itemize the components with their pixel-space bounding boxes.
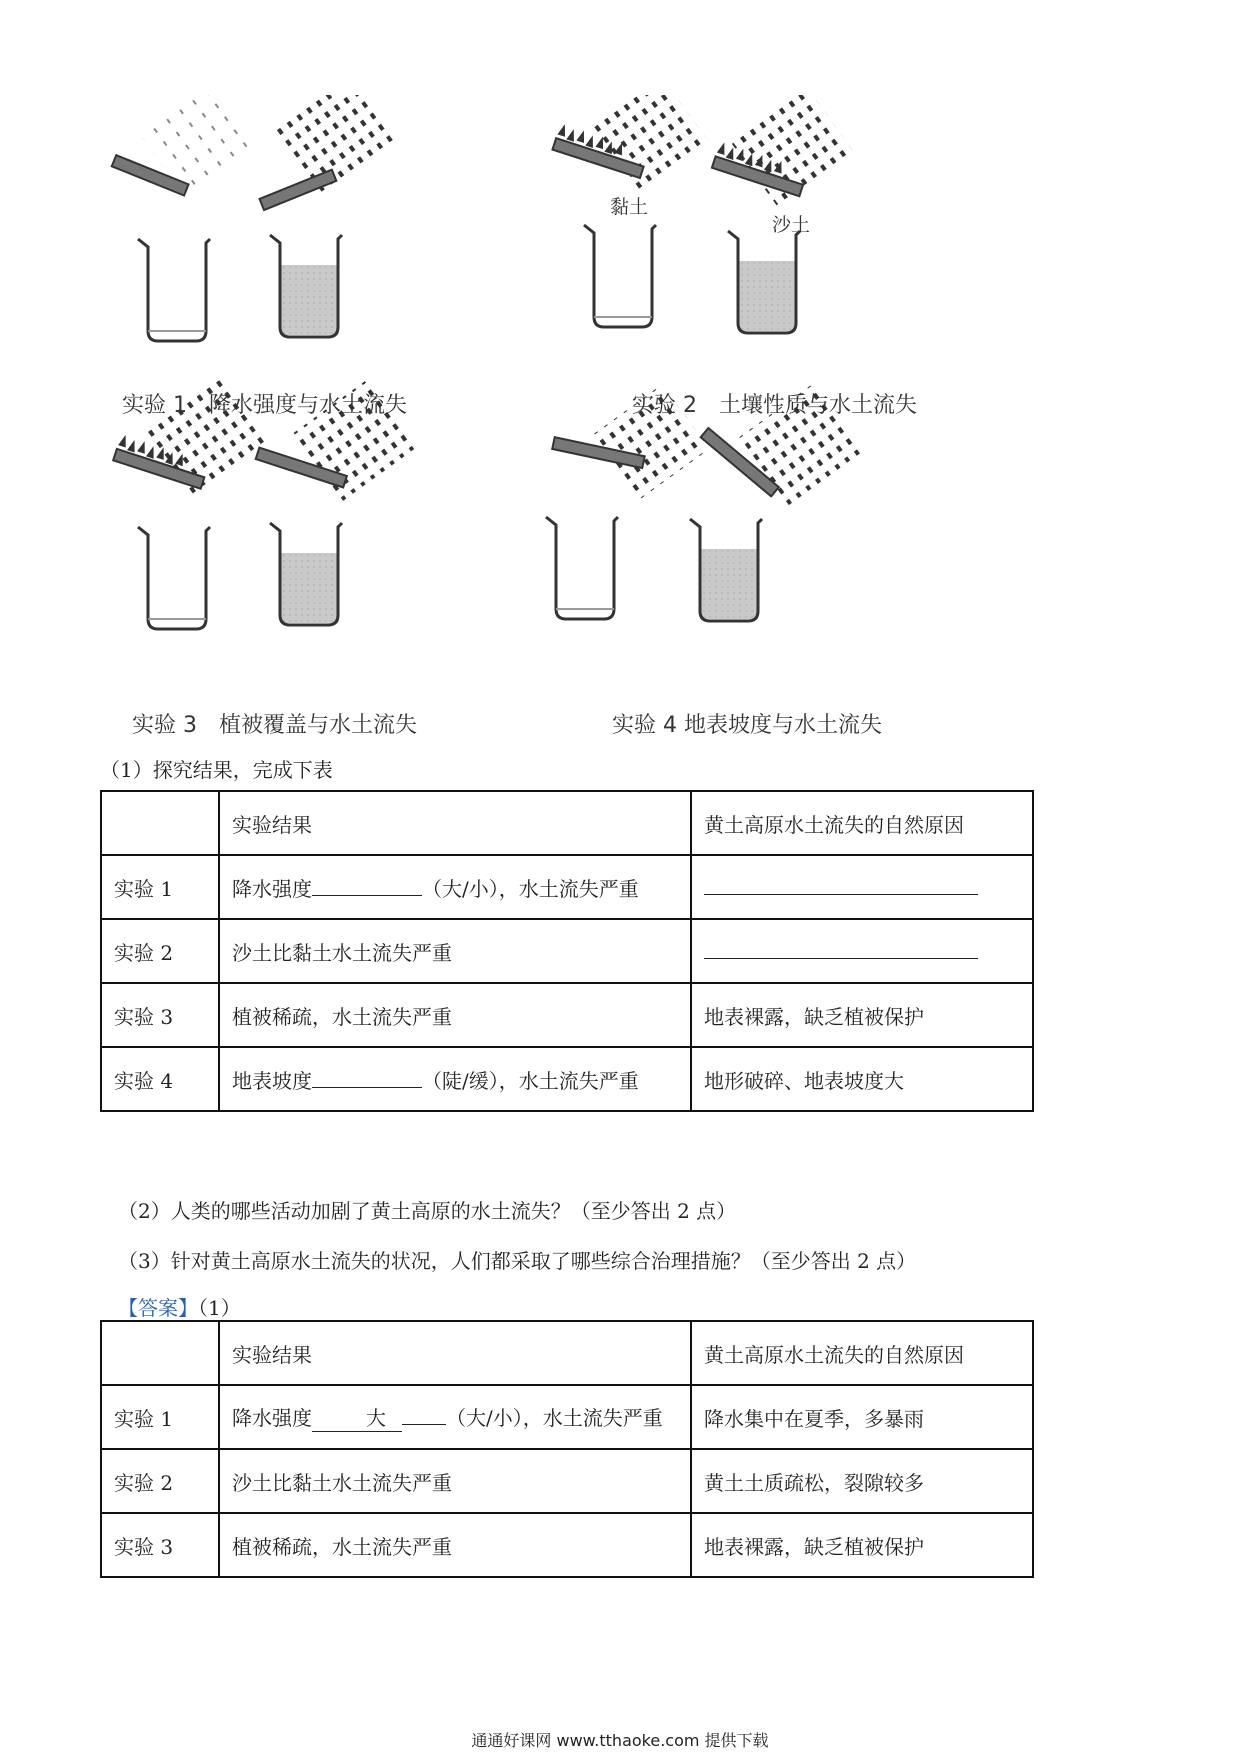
row-name: 实验 1	[101, 855, 219, 919]
result-text: 降水强度	[232, 876, 312, 901]
result-text: 降水强度	[232, 1406, 312, 1430]
question-3: （3）针对黄土高原水土流失的状况，人们都采取了哪些综合治理措施？（至少答出 2 点）	[118, 1249, 917, 1273]
answer-table	[100, 1320, 1034, 1578]
row-result	[219, 1385, 691, 1449]
table-row	[101, 1449, 1033, 1513]
table-header-cell	[101, 1321, 219, 1385]
table-row	[101, 919, 1033, 983]
question-2: （2）人类的哪些活动加剧了黄土高原的水土流失？（至少答出 2 点）	[118, 1199, 737, 1223]
answer-blank[interactable]	[704, 874, 978, 895]
experiment-2-caption: 实验 2 土壤性质与水土流失	[632, 393, 917, 418]
question-1: （1）探究结果，完成下表	[100, 758, 333, 782]
result-text: （大/小），水土流失严重	[446, 1406, 663, 1430]
row-name: 实验 1	[101, 1385, 219, 1449]
table-row	[101, 855, 1033, 919]
row-name: 实验 4	[101, 1047, 219, 1111]
experiment-1-caption: 实验 1 降水强度与水土流失	[122, 393, 407, 418]
label-clay: 黏土	[610, 196, 649, 218]
result-text: （陡/缓），水土流失严重	[422, 1068, 639, 1093]
row-result	[219, 855, 691, 919]
table-header-cell: 实验结果	[219, 1321, 691, 1385]
answer-underline	[402, 1424, 446, 1425]
answer-blank[interactable]	[312, 875, 422, 896]
answer-blank[interactable]	[312, 1067, 422, 1088]
row-reason: 地形破碎、地表坡度大	[691, 1047, 1033, 1111]
row-reason: 黄土土质疏松，裂隙较多	[691, 1449, 1033, 1513]
row-name: 实验 2	[101, 919, 219, 983]
answer-blank[interactable]	[704, 938, 978, 959]
result-text: 地表坡度	[232, 1068, 312, 1093]
table-row	[101, 1047, 1033, 1111]
row-result	[219, 1047, 691, 1111]
answer-heading	[118, 1292, 241, 1321]
page-footer: 通通好课网 www.tthaoke.com 提供下载	[471, 1731, 769, 1750]
table-header-row	[101, 791, 1033, 855]
row-name: 实验 3	[101, 1513, 219, 1577]
experiment-4-caption: 实验 4 地表坡度与水土流失	[612, 713, 882, 738]
row-name: 实验 3	[101, 983, 219, 1047]
row-result: 植被稀疏，水土流失严重	[219, 983, 691, 1047]
experiment-illustration	[100, 95, 960, 755]
row-result: 沙土比黏土水土流失严重	[219, 1449, 691, 1513]
answer-part: （1）	[198, 1296, 241, 1320]
experiment-3-caption: 实验 3 植被覆盖与水土流失	[132, 713, 417, 738]
row-reason	[691, 919, 1033, 983]
row-result: 沙土比黏土水土流失严重	[219, 919, 691, 983]
result-text: （大/小），水土流失严重	[422, 876, 639, 901]
table-header-row	[101, 1321, 1033, 1385]
experiment-1-drawing	[112, 95, 398, 341]
label-sand: 沙土	[772, 214, 811, 236]
experiment-figure	[100, 95, 960, 755]
row-reason: 降水集中在夏季，多暴雨	[691, 1385, 1033, 1449]
table-header-cell: 黄土高原水土流失的自然原因	[691, 791, 1033, 855]
row-reason: 地表裸露，缺乏植被保护	[691, 1513, 1033, 1577]
table-row	[101, 1385, 1033, 1449]
row-reason	[691, 855, 1033, 919]
table-header-cell	[101, 791, 219, 855]
row-name: 实验 2	[101, 1449, 219, 1513]
question-table	[100, 790, 1034, 1112]
row-reason: 地表裸露，缺乏植被保护	[691, 983, 1033, 1047]
row-result: 植被稀疏，水土流失严重	[219, 1513, 691, 1577]
table-row	[101, 1513, 1033, 1577]
filled-answer: 大	[312, 1402, 402, 1432]
table-header-cell: 黄土高原水土流失的自然原因	[691, 1321, 1033, 1385]
table-row	[101, 983, 1033, 1047]
table-header-cell: 实验结果	[219, 791, 691, 855]
answer-label: 【答案】	[118, 1296, 198, 1320]
